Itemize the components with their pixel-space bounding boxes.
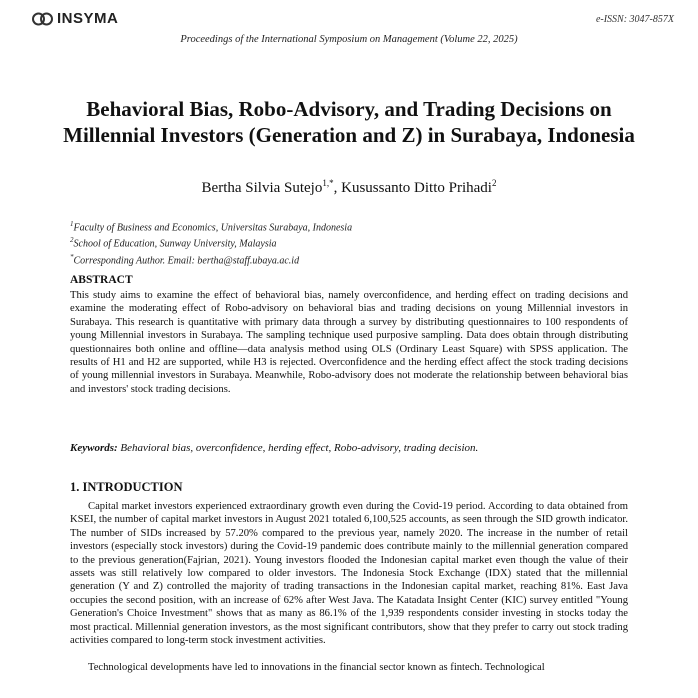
- affiliations: [70, 218, 638, 267]
- affiliation-line: [70, 234, 638, 250]
- abstract-heading: ABSTRACT: [70, 274, 133, 286]
- author-name: Kusussanto Ditto Prihadi: [341, 180, 492, 196]
- logo-text: INSYMA: [57, 10, 119, 27]
- insyma-logo-icon: [32, 11, 54, 27]
- affiliation-sup: 1: [70, 220, 74, 228]
- introduction-paragraph: Technological developments have led to innovations in the financial sector known as fintech. Technological: [88, 662, 545, 674]
- section-heading: 1. INTRODUCTION: [70, 480, 183, 494]
- paper-title: Behavioral Bias, Robo-Advisory, and Trading Decisions on Millennial Investors (Generation and Z) in Surabaya, Indonesia: [63, 97, 635, 147]
- introduction-paragraph: Capital market investors experienced extraordinary growth even during the Covid-19 period. According to data obtained from KSEI, the number of capital market investors in August 2021 totaled 6,100,525 accounts, as seen through the SID growth indicator. The number of SIDs increased by 57.20% compared to the previous year, namely 2020. The increase in the number of retail investors (especially stock investors) during the Covid-19 pandemic does contribute mainly to the millennial generation compared to the previous generation(Fajrian, 2021). Young investors flooded the Indonesian capital market even though the value of their assets was still relatively low compared to older investors. The Indonesia Stock Exchange (IDX) stated that the millennial generation (Y and Z) controlled the majority of trading transactions in the Indonesian capital market, reaching 81%. East Java occupies the second position, with an increase of 62% after West Java. The Katadata Insight Center (KIC) survey entitled "Young Generation's Choice Investment" shows that as many as 86.1% of the 1,939 respondents consider investing in stocks today the most practical. Millennial generation investors, as the most significant contributors, show that they prefer to carry out stock trading activities compared to long-term stock investment activities.: [70, 501, 628, 647]
- keywords-line: [70, 442, 628, 454]
- keywords-label: Keywords:: [70, 442, 118, 454]
- affiliation-text: Faculty of Business and Economics, Universitas Surabaya, Indonesia: [73, 222, 353, 234]
- affiliation-text: School of Education, Sunway University, Malaysia: [73, 238, 277, 250]
- keywords-text: Behavioral bias, overconfidence, herding effect, Robo-advisory, trading decision.: [120, 442, 479, 454]
- insyma-logo: [32, 10, 118, 27]
- author-affil-sup: 2: [491, 178, 497, 188]
- introduction-body: [70, 500, 628, 675]
- issn-label: e-ISSN: 3047-857X: [595, 14, 674, 25]
- author-affil-sup: 1,*: [322, 178, 334, 188]
- affiliation-line: [70, 251, 638, 267]
- page-header: [32, 8, 674, 30]
- affiliation-text: Corresponding Author. Email: bertha@staff.ubaya.ac.id: [73, 254, 300, 266]
- abstract-text: This study aims to examine the effect of behavioral bias, namely overconfidence, and herding effect on trading decisions and examine the moderating effect of Robo-advisory on behavioral bias and trading decisions on young Millennial investors in Surabaya. This research is quantitative with primary data through a survey by distributing questionnaires to 100 respondents of young Millennial investors in Surabaya. The sampling technique used purposive sampling. Data does obtain through distributing questionnaires both online and offline—data analysis method using OLS (Ordinary Least Square) with SPSS application. The results of H1 and H2 are supported, while H3 is rejected. Overconfidence and the herding effect affect the stock trading decisions of young millennial investors in Surabaya. Meanwhile, Robo-advisory does not moderate the relationship between behavioral bias and investors' stock trading decisions.: [70, 290, 628, 395]
- affiliation-sup: *: [70, 252, 74, 261]
- affiliation-line: [70, 218, 638, 234]
- author-name: Bertha Silvia Sutejo: [201, 180, 323, 196]
- authors-line: [0, 178, 698, 197]
- affiliation-sup: 2: [70, 236, 74, 245]
- proceedings-line: Proceedings of the International Symposium on Management (Volume 22, 2025): [180, 34, 518, 45]
- author-separator: ,: [333, 180, 342, 196]
